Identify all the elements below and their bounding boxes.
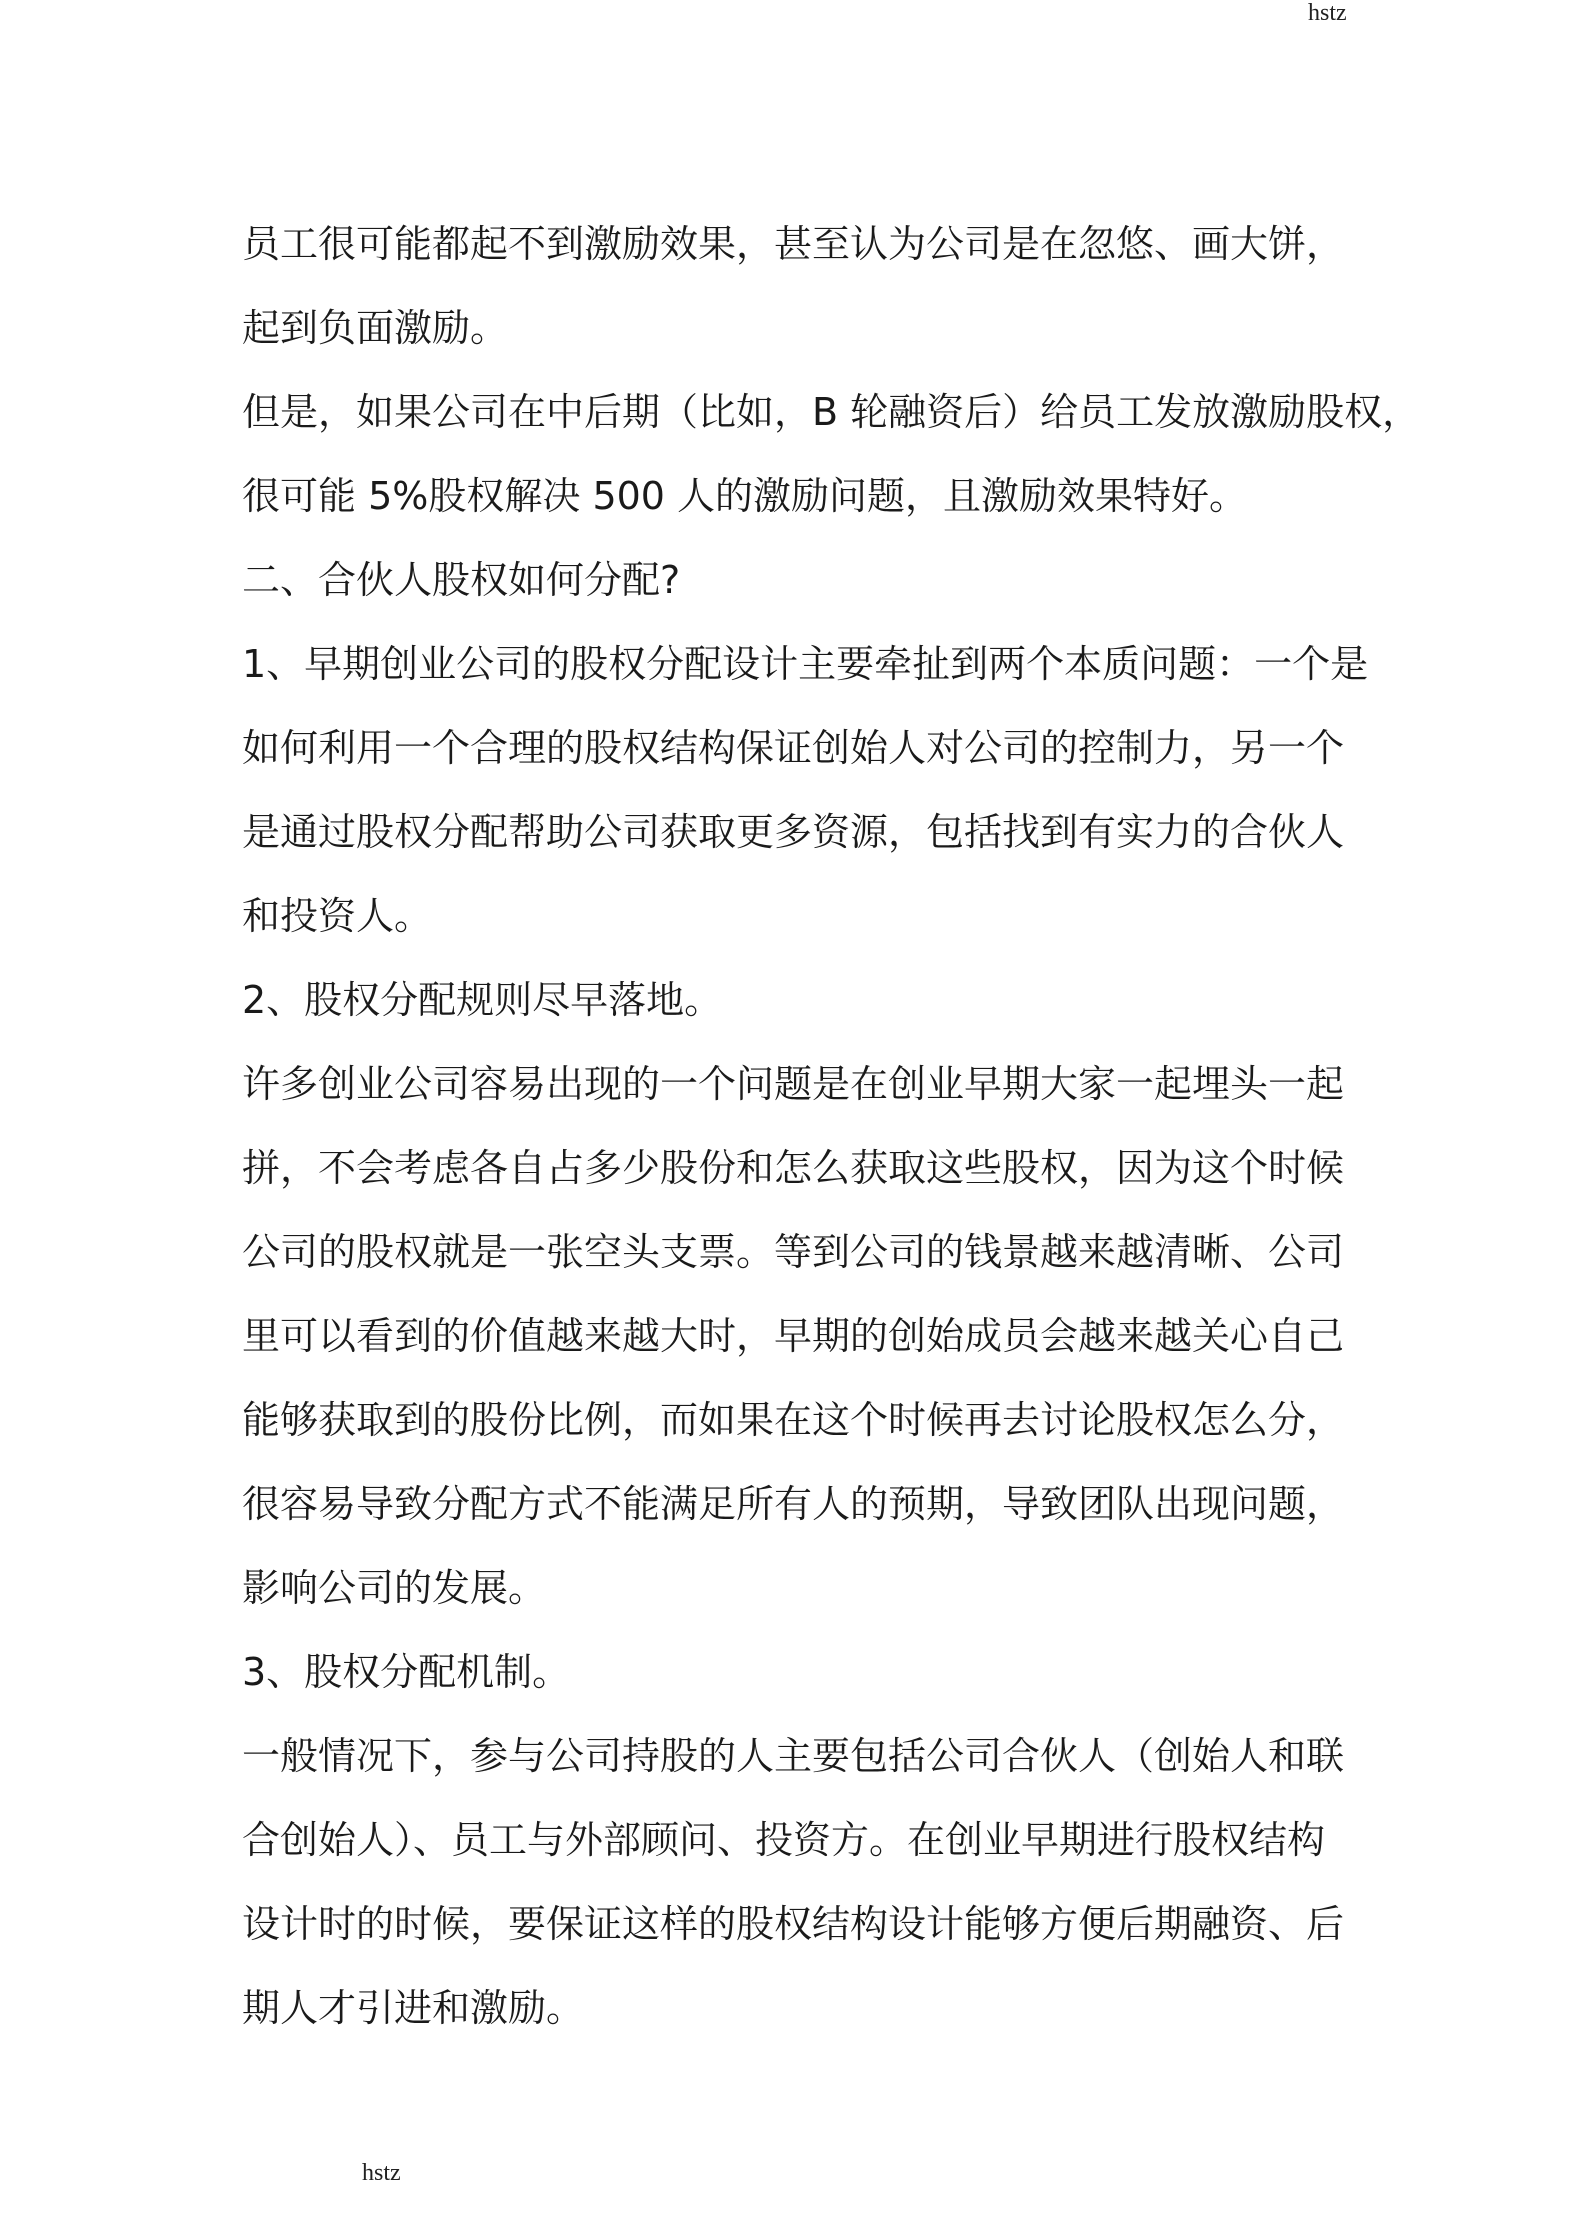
text-line: 一般情况下，参与公司持股的人主要包括公司合伙人（创始人和联 [242, 1734, 1345, 1778]
text-line: 如何利用一个合理的股权结构保证创始人对公司的控制力，另一个 [242, 726, 1345, 770]
document-body [242, 202, 1421, 2050]
text-line: 能够获取到的股份比例，而如果在这个时候再去讨论股权怎么分， [242, 1398, 1345, 1442]
text-line: 员工很可能都起不到激励效果，甚至认为公司是在忽悠、画大饼， [242, 222, 1345, 266]
text-line: 但是，如果公司在中后期（比如，B 轮融资后）给员工发放激励股权， [242, 390, 1421, 434]
text-line: 里可以看到的价值越来越大时，早期的创始成员会越来越关心自己 [242, 1314, 1345, 1358]
text-line: 很可能 5%股权解决 500 人的激励问题，且激励效果特好。 [242, 474, 1248, 518]
text-line: 许多创业公司容易出现的一个问题是在创业早期大家一起埋头一起 [242, 1062, 1345, 1106]
text-line: 公司的股权就是一张空头支票。等到公司的钱景越来越清晰、公司 [242, 1230, 1345, 1274]
text-line: 期人才引进和激励。 [242, 1986, 585, 2030]
subsection-heading: 3、股权分配机制。 [242, 1650, 571, 1694]
text-line: 影响公司的发展。 [242, 1566, 547, 1610]
text-line: 起到负面激励。 [242, 306, 509, 350]
text-line: 设计时的时候，要保证这样的股权结构设计能够方便后期融资、后 [242, 1902, 1345, 1946]
header-watermark: hstz [1308, 0, 1347, 26]
footer-watermark: hstz [362, 2160, 401, 2186]
subsection-heading: 2、股权分配规则尽早落地。 [242, 978, 723, 1022]
text-line: 很容易导致分配方式不能满足所有人的预期，导致团队出现问题， [242, 1482, 1345, 1526]
text-line: 拼，不会考虑各自占多少股份和怎么获取这些股权，因为这个时候 [242, 1146, 1345, 1190]
text-line: 是通过股权分配帮助公司获取更多资源，包括找到有实力的合伙人 [242, 810, 1345, 854]
text-line: 1、早期创业公司的股权分配设计主要牵扯到两个本质问题：一个是 [242, 642, 1369, 686]
text-line: 和投资人。 [242, 894, 433, 938]
section-heading: 二、合伙人股权如何分配? [242, 558, 681, 602]
text-line: 合创始人）、员工与外部顾问、投资方。在创业早期进行股权结构 [242, 1818, 1326, 1862]
